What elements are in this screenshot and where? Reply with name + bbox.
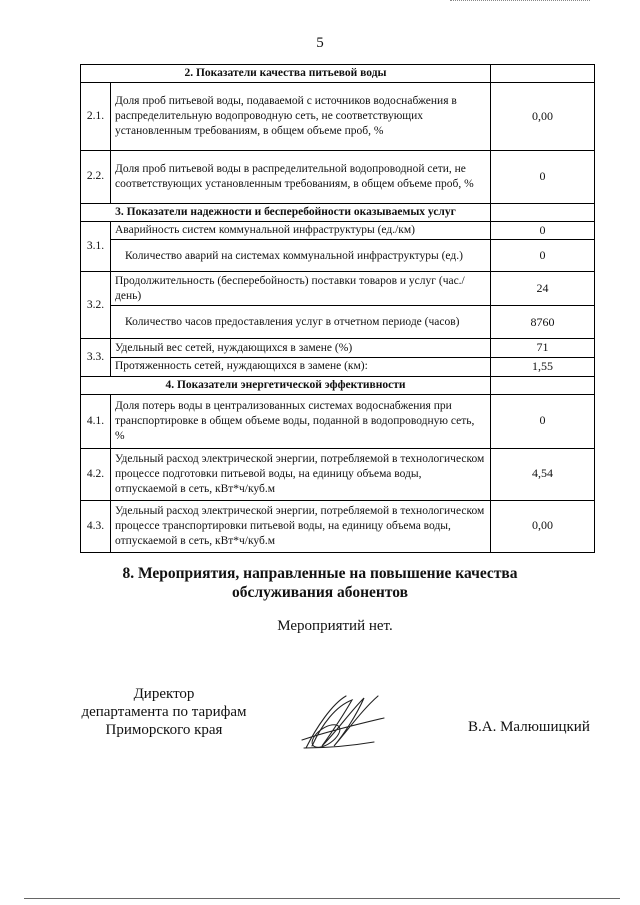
scan-artifact-top: [450, 0, 590, 3]
row-number: 2.2.: [81, 150, 111, 203]
row-value: 0: [491, 221, 595, 240]
row-description: Доля проб питьевой воды, подаваемой с источников водоснабжения в распределительную водопроводную сеть, не соответствующих установленным требованиям, в общем объеме проб, %: [111, 82, 491, 150]
row-description: Удельный вес сетей, нуждающихся в замене (%): [111, 339, 491, 358]
heading-line: обслуживания абонентов: [232, 583, 408, 601]
section-title-3: 3. Показатели надежности и бесперебойности оказываемых услуг: [81, 203, 491, 221]
page-number: 5: [316, 35, 324, 51]
table-row: [81, 500, 595, 552]
row-description: Количество аварий на системах коммунальной инфраструктуры (ед.): [111, 240, 491, 272]
row-value: 4,54: [491, 448, 595, 500]
section-header-row: [81, 376, 595, 394]
row-value: 71: [491, 339, 595, 358]
row-number: 2.1.: [81, 82, 111, 150]
table-row: [81, 272, 595, 306]
empty-cell: [491, 65, 595, 83]
section-title-2: 2. Показатели качества питьевой воды: [81, 65, 491, 83]
table-row: [81, 394, 595, 448]
scan-edge-line: [24, 898, 620, 899]
section-title-4: 4. Показатели энергетической эффективности: [81, 376, 491, 394]
heading-line: 8. Мероприятия, направленные на повышение качества: [122, 565, 518, 582]
section-header-row: [81, 65, 595, 83]
indicators-table: [80, 64, 595, 553]
row-number: 4.1.: [81, 394, 111, 448]
empty-cell: [491, 376, 595, 394]
table-row: [81, 150, 595, 203]
row-value: 0: [491, 240, 595, 272]
table-row: [81, 339, 595, 358]
row-number: 4.3.: [81, 500, 111, 552]
row-value: 0,00: [491, 500, 595, 552]
table-row: [81, 240, 595, 272]
table-row: [81, 448, 595, 500]
section-header-row: [81, 203, 595, 221]
row-description: Аварийность систем коммунальной инфраструктуры (ед./км): [111, 221, 491, 240]
table-row: [81, 358, 595, 377]
row-description: Протяженность сетей, нуждающихся в замене (км):: [111, 358, 491, 377]
row-value: 0,00: [491, 82, 595, 150]
row-value: 8760: [491, 306, 595, 339]
title-line: Директор: [133, 686, 195, 702]
row-description: Количество часов предоставления услуг в отчетном периоде (часов): [111, 306, 491, 339]
signatory-name: В.А. Малюшицкий: [468, 719, 590, 735]
row-number: 3.2.: [81, 272, 111, 339]
row-value: 24: [491, 272, 595, 306]
no-measures-text: Мероприятий нет.: [277, 618, 393, 634]
row-description: Доля потерь воды в централизованных системах водоснабжения при транспортировке в общем объеме воды, поданной в водопроводную сеть, %: [111, 394, 491, 448]
table-row: [81, 221, 595, 240]
row-description: Доля проб питьевой воды в распределительной водопроводной сети, не соответствующих установленным требованиям, в общем объеме проб, %: [111, 150, 491, 203]
row-description: Продолжительность (бесперебойность) поставки товаров и услуг (час./день): [111, 272, 491, 306]
signatory-title: [78, 685, 250, 739]
handwritten-signature: [298, 690, 388, 754]
table-row: [81, 306, 595, 339]
empty-cell: [491, 203, 595, 221]
row-value: 0: [491, 394, 595, 448]
row-value: 1,55: [491, 358, 595, 377]
row-value: 0: [491, 150, 595, 203]
title-line: Приморского края: [105, 722, 223, 738]
row-number: 3.1.: [81, 221, 111, 272]
title-line: департамента по тарифам: [81, 704, 247, 720]
row-description: Удельный расход электрической энергии, потребляемой в технологическом процессе транспортировки питьевой воды, на единицу объема воды, отпускаемой в сеть, кВт*ч/куб.м: [111, 500, 491, 552]
table-row: [81, 82, 595, 150]
section-8-heading: [0, 565, 640, 602]
row-number: 4.2.: [81, 448, 111, 500]
row-number: 3.3.: [81, 339, 111, 376]
row-description: Удельный расход электрической энергии, потребляемой в технологическом процессе подготовки питьевой воды, на единицу объема воды, отпускаемой в сеть, кВт*ч/куб.м: [111, 448, 491, 500]
